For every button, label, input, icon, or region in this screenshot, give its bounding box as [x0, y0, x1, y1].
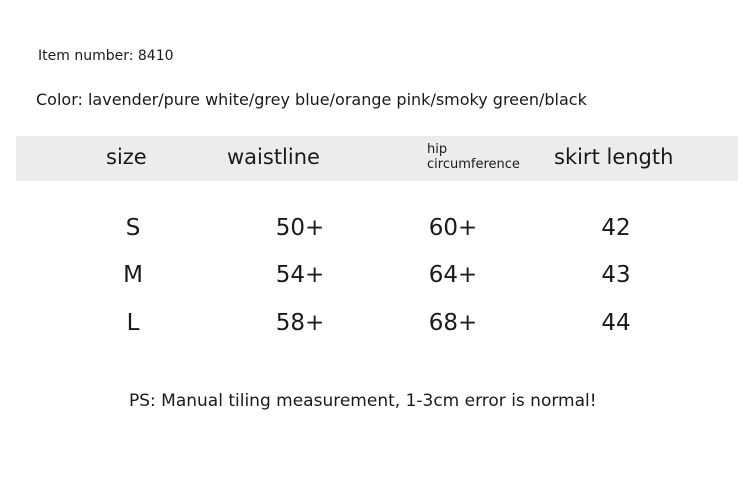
table-row — [0, 307, 750, 339]
cell-waistline: 54+ — [275, 262, 325, 288]
cell-hip: 60+ — [428, 215, 478, 241]
cell-waistline: 50+ — [275, 215, 325, 241]
header-hip-circumference — [427, 142, 520, 172]
header-hip-line2: circumference — [427, 157, 520, 172]
header-size: size — [106, 145, 147, 169]
cell-hip: 68+ — [428, 310, 478, 336]
cell-skirt-length: 42 — [601, 215, 631, 241]
table-row — [0, 212, 750, 244]
color-options: Color: lavender/pure white/grey blue/orange pink/smoky green/black — [36, 90, 587, 109]
header-hip-line1: hip — [427, 142, 448, 157]
measurement-note: PS: Manual tiling measurement, 1-3cm error is normal! — [129, 391, 597, 411]
item-number: Item number: 8410 — [38, 48, 174, 64]
cell-size: L — [126, 310, 140, 336]
table-row — [0, 259, 750, 291]
header-skirt-length: skirt length — [554, 145, 674, 169]
cell-skirt-length: 43 — [601, 262, 631, 288]
header-waistline: waistline — [227, 145, 320, 169]
cell-skirt-length: 44 — [601, 310, 631, 336]
cell-waistline: 58+ — [275, 310, 325, 336]
cell-hip: 64+ — [428, 262, 478, 288]
cell-size: M — [123, 262, 143, 288]
cell-size: S — [125, 215, 141, 241]
